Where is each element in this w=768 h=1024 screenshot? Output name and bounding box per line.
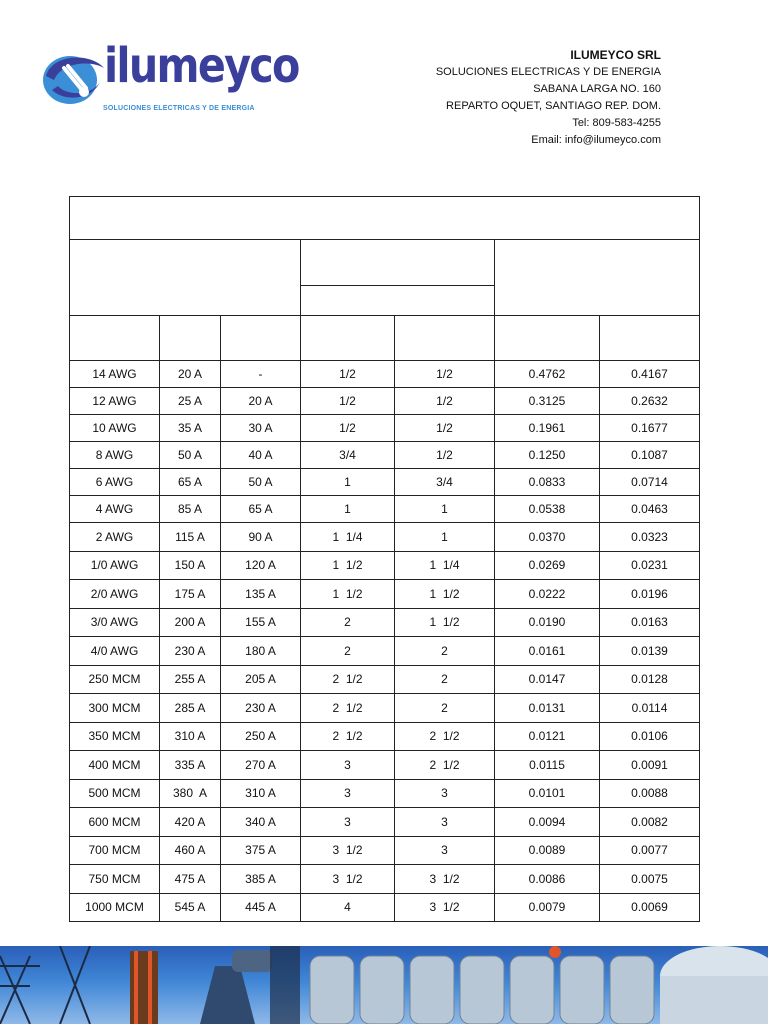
cell-conductor-size: 600 MCM — [70, 808, 160, 837]
cell-ampacity-b: 375 A — [221, 836, 301, 865]
cell-resistance-b: 0.0075 — [600, 865, 700, 894]
table-header-row-3 — [70, 316, 700, 361]
cell-conductor-size: 4/0 AWG — [70, 637, 160, 666]
cell-conductor-size: 400 MCM — [70, 751, 160, 780]
cell-resistance-a: 0.0115 — [495, 751, 600, 780]
table-title-row — [70, 197, 700, 240]
cell-conduit-b: 2 — [395, 665, 495, 694]
cell-resistance-a: 0.0086 — [495, 865, 600, 894]
cell-conduit-b: 3 — [395, 779, 495, 808]
cell-ampacity-a: 50 A — [160, 442, 221, 469]
header-cell-group-c — [495, 240, 700, 316]
cell-conductor-size: 4 AWG — [70, 496, 160, 523]
cell-resistance-b: 0.0714 — [600, 469, 700, 496]
cell-conduit-b: 1/2 — [395, 442, 495, 469]
table-row — [70, 415, 700, 442]
cell-resistance-a: 0.0147 — [495, 665, 600, 694]
table-row — [70, 523, 700, 552]
cell-resistance-b: 0.0163 — [600, 608, 700, 637]
table-row — [70, 442, 700, 469]
cell-ampacity-b: - — [221, 361, 301, 388]
company-phone: Tel: 809-583-4255 — [572, 117, 661, 129]
cell-conduit-a: 1 — [301, 469, 395, 496]
cell-conduit-b: 3 1/2 — [395, 865, 495, 894]
cell-resistance-b: 0.1087 — [600, 442, 700, 469]
table-row — [70, 361, 700, 388]
cell-conduit-a: 2 — [301, 637, 395, 666]
cell-resistance-a: 0.0094 — [495, 808, 600, 837]
cell-ampacity-a: 85 A — [160, 496, 221, 523]
cell-ampacity-b: 445 A — [221, 893, 301, 922]
cell-ampacity-b: 155 A — [221, 608, 301, 637]
header-cell-col-5 — [395, 316, 495, 361]
cell-resistance-a: 0.0089 — [495, 836, 600, 865]
cell-conduit-b: 1/2 — [395, 415, 495, 442]
header-cell-subgroup-b — [301, 286, 495, 316]
header-cell-col-7 — [600, 316, 700, 361]
header-cell-col-2 — [160, 316, 221, 361]
cell-conductor-size: 2 AWG — [70, 523, 160, 552]
cell-ampacity-a: 255 A — [160, 665, 221, 694]
cell-conduit-a: 2 — [301, 608, 395, 637]
cell-conduit-a: 3/4 — [301, 442, 395, 469]
cell-conduit-b: 3 — [395, 836, 495, 865]
cell-ampacity-b: 30 A — [221, 415, 301, 442]
cell-ampacity-a: 545 A — [160, 893, 221, 922]
table-row — [70, 694, 700, 723]
header-cell-col-1 — [70, 316, 160, 361]
cell-conduit-a: 3 1/2 — [301, 836, 395, 865]
cell-resistance-b: 0.2632 — [600, 388, 700, 415]
cell-resistance-b: 0.0082 — [600, 808, 700, 837]
header-cell-col-3 — [221, 316, 301, 361]
cell-resistance-b: 0.0091 — [600, 751, 700, 780]
cell-ampacity-a: 65 A — [160, 469, 221, 496]
company-email: Email: info@ilumeyco.com — [531, 134, 661, 146]
table-row — [70, 751, 700, 780]
company-city: REPARTO OQUET, SANTIAGO REP. DOM. — [446, 100, 661, 112]
cell-resistance-a: 0.0101 — [495, 779, 600, 808]
cell-conductor-size: 2/0 AWG — [70, 580, 160, 609]
cell-ampacity-a: 20 A — [160, 361, 221, 388]
cell-ampacity-b: 180 A — [221, 637, 301, 666]
cell-resistance-a: 0.0121 — [495, 722, 600, 751]
cell-ampacity-b: 385 A — [221, 865, 301, 894]
table-row — [70, 808, 700, 837]
cell-ampacity-a: 175 A — [160, 580, 221, 609]
table-row — [70, 551, 700, 580]
cell-conductor-size: 1000 MCM — [70, 893, 160, 922]
table-row — [70, 665, 700, 694]
cell-conduit-a: 2 1/2 — [301, 694, 395, 723]
cell-conduit-b: 1 — [395, 523, 495, 552]
cell-ampacity-a: 285 A — [160, 694, 221, 723]
header-cell-group-a — [70, 240, 301, 316]
cell-ampacity-b: 310 A — [221, 779, 301, 808]
cell-resistance-b: 0.0128 — [600, 665, 700, 694]
cell-resistance-b: 0.4167 — [600, 361, 700, 388]
table-row — [70, 608, 700, 637]
cell-resistance-b: 0.0106 — [600, 722, 700, 751]
cell-ampacity-a: 475 A — [160, 865, 221, 894]
cell-conductor-size: 12 AWG — [70, 388, 160, 415]
cell-conduit-a: 3 1/2 — [301, 865, 395, 894]
company-logo — [38, 30, 299, 120]
cell-ampacity-a: 230 A — [160, 637, 221, 666]
cell-resistance-b: 0.1677 — [600, 415, 700, 442]
cell-conductor-size: 250 MCM — [70, 665, 160, 694]
cell-resistance-a: 0.4762 — [495, 361, 600, 388]
cell-conduit-b: 2 — [395, 637, 495, 666]
cell-conduit-b: 1 1/2 — [395, 580, 495, 609]
cell-conduit-b: 2 1/2 — [395, 751, 495, 780]
table-title-cell — [70, 197, 700, 240]
cell-ampacity-b: 40 A — [221, 442, 301, 469]
table-row — [70, 469, 700, 496]
table-row — [70, 893, 700, 922]
company-description: SOLUCIONES ELECTRICAS Y DE ENERGIA — [435, 66, 661, 78]
cell-resistance-b: 0.0139 — [600, 637, 700, 666]
cell-conductor-size: 500 MCM — [70, 779, 160, 808]
cell-ampacity-a: 460 A — [160, 836, 221, 865]
company-header — [436, 46, 661, 149]
header-cell-col-4 — [301, 316, 395, 361]
cell-resistance-b: 0.0069 — [600, 893, 700, 922]
company-name: ILUMEYCO SRL — [570, 48, 661, 62]
cell-conduit-a: 3 — [301, 779, 395, 808]
table-row — [70, 836, 700, 865]
logo-wordmark: ilumeyco — [104, 38, 299, 94]
cell-conduit-a: 1/2 — [301, 361, 395, 388]
cell-resistance-b: 0.0323 — [600, 523, 700, 552]
cell-resistance-a: 0.3125 — [495, 388, 600, 415]
cell-conductor-size: 14 AWG — [70, 361, 160, 388]
cell-conduit-b: 3 — [395, 808, 495, 837]
table-row — [70, 722, 700, 751]
company-street: SABANA LARGA NO. 160 — [533, 83, 661, 95]
cell-ampacity-a: 25 A — [160, 388, 221, 415]
cell-ampacity-a: 310 A — [160, 722, 221, 751]
cell-conduit-a: 4 — [301, 893, 395, 922]
cell-ampacity-b: 20 A — [221, 388, 301, 415]
cell-resistance-a: 0.0190 — [495, 608, 600, 637]
cell-ampacity-a: 150 A — [160, 551, 221, 580]
cell-resistance-b: 0.0114 — [600, 694, 700, 723]
cell-ampacity-a: 115 A — [160, 523, 221, 552]
cell-resistance-b: 0.0463 — [600, 496, 700, 523]
cell-conduit-a: 1 1/4 — [301, 523, 395, 552]
cell-conductor-size: 700 MCM — [70, 836, 160, 865]
cell-resistance-a: 0.0538 — [495, 496, 600, 523]
cell-resistance-a: 0.1961 — [495, 415, 600, 442]
cell-conduit-b: 1 — [395, 496, 495, 523]
cell-resistance-b: 0.0196 — [600, 580, 700, 609]
cell-resistance-b: 0.0077 — [600, 836, 700, 865]
cell-ampacity-a: 335 A — [160, 751, 221, 780]
cell-ampacity-b: 135 A — [221, 580, 301, 609]
cell-conduit-a: 2 1/2 — [301, 665, 395, 694]
cell-resistance-a: 0.0131 — [495, 694, 600, 723]
cell-conductor-size: 350 MCM — [70, 722, 160, 751]
cell-conduit-a: 3 — [301, 751, 395, 780]
cell-conduit-b: 2 — [395, 694, 495, 723]
table-row — [70, 496, 700, 523]
lightbulb-swirl-icon — [38, 46, 110, 110]
cell-conduit-b: 3 1/2 — [395, 893, 495, 922]
cell-ampacity-b: 340 A — [221, 808, 301, 837]
cell-ampacity-b: 120 A — [221, 551, 301, 580]
cell-conduit-a: 1 1/2 — [301, 580, 395, 609]
table-row — [70, 637, 700, 666]
cell-ampacity-b: 230 A — [221, 694, 301, 723]
cell-conduit-a: 2 1/2 — [301, 722, 395, 751]
cell-resistance-a: 0.1250 — [495, 442, 600, 469]
cell-resistance-b: 0.0088 — [600, 779, 700, 808]
cell-conductor-size: 10 AWG — [70, 415, 160, 442]
cell-conduit-b: 1 1/2 — [395, 608, 495, 637]
cell-resistance-a: 0.0222 — [495, 580, 600, 609]
cell-conduit-a: 1/2 — [301, 415, 395, 442]
cell-conductor-size: 3/0 AWG — [70, 608, 160, 637]
logo-tagline: SOLUCIONES ELECTRICAS Y DE ENERGIA — [103, 105, 255, 112]
cell-conduit-b: 1 1/4 — [395, 551, 495, 580]
cell-conductor-size: 750 MCM — [70, 865, 160, 894]
cell-conduit-a: 1 — [301, 496, 395, 523]
cell-conductor-size: 300 MCM — [70, 694, 160, 723]
cell-conduit-a: 1/2 — [301, 388, 395, 415]
cell-ampacity-b: 250 A — [221, 722, 301, 751]
cell-ampacity-a: 420 A — [160, 808, 221, 837]
table-row — [70, 388, 700, 415]
table-header-row-1 — [70, 240, 700, 286]
cell-ampacity-a: 380 A — [160, 779, 221, 808]
cell-conduit-b: 1/2 — [395, 361, 495, 388]
cell-resistance-a: 0.0079 — [495, 893, 600, 922]
cell-resistance-b: 0.0231 — [600, 551, 700, 580]
cell-conduit-a: 1 1/2 — [301, 551, 395, 580]
cell-ampacity-b: 205 A — [221, 665, 301, 694]
cell-ampacity-b: 65 A — [221, 496, 301, 523]
wire-spec-table — [69, 196, 700, 922]
footer-photo-substation — [0, 946, 768, 1024]
cell-resistance-a: 0.0370 — [495, 523, 600, 552]
table-row — [70, 580, 700, 609]
cell-ampacity-b: 90 A — [221, 523, 301, 552]
table-row — [70, 779, 700, 808]
cell-conductor-size: 8 AWG — [70, 442, 160, 469]
cell-ampacity-b: 270 A — [221, 751, 301, 780]
cell-conductor-size: 1/0 AWG — [70, 551, 160, 580]
cell-conductor-size: 6 AWG — [70, 469, 160, 496]
header-cell-col-6 — [495, 316, 600, 361]
cell-ampacity-b: 50 A — [221, 469, 301, 496]
cell-ampacity-a: 200 A — [160, 608, 221, 637]
table-row — [70, 865, 700, 894]
cell-conduit-a: 3 — [301, 808, 395, 837]
substation-illustration — [0, 946, 768, 1024]
cell-conduit-b: 1/2 — [395, 388, 495, 415]
cell-resistance-a: 0.0161 — [495, 637, 600, 666]
cell-conduit-b: 2 1/2 — [395, 722, 495, 751]
cell-resistance-a: 0.0269 — [495, 551, 600, 580]
cell-conduit-b: 3/4 — [395, 469, 495, 496]
cell-resistance-a: 0.0833 — [495, 469, 600, 496]
cell-ampacity-a: 35 A — [160, 415, 221, 442]
header-cell-group-b — [301, 240, 495, 286]
